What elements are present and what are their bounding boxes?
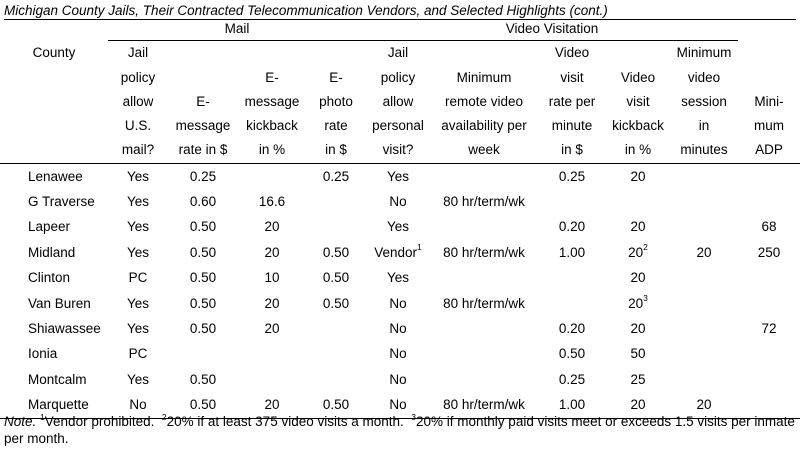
cell-vmin	[670, 189, 738, 214]
column-header-line: Video	[620, 69, 656, 85]
column-header-line: video	[687, 69, 721, 85]
cell-adp	[738, 341, 800, 366]
cell-value: 0.50	[189, 320, 217, 336]
cell-value: 0.50	[322, 244, 350, 260]
cell-value: 0.50	[322, 397, 350, 413]
column-header-line: Jail	[387, 45, 409, 61]
cell-value: 0.50	[189, 371, 217, 387]
cell-value: 0.50	[189, 244, 217, 260]
cell-ekick	[238, 265, 306, 290]
cell-ekick	[238, 189, 306, 214]
cell-adp	[738, 265, 800, 290]
cell-value: 20	[630, 270, 646, 286]
table-row	[0, 316, 800, 341]
group-mail: Mail	[108, 20, 366, 41]
table-row	[0, 265, 800, 290]
cell-value: Vendor	[374, 244, 418, 260]
cell-value: No	[389, 397, 407, 413]
cell-value: Lenawee	[28, 168, 83, 184]
table-row	[0, 163, 800, 189]
cell-avail	[430, 341, 538, 366]
column-header-line: Mini-	[754, 93, 784, 109]
note-label: Note.	[4, 414, 37, 429]
column-header-line: kickback	[612, 118, 664, 134]
cell-avail	[430, 316, 538, 341]
cell-value: 20	[264, 219, 280, 235]
cell-mail	[108, 316, 168, 341]
column-header-6	[430, 41, 538, 164]
cell-county	[0, 316, 108, 341]
cell-value: Marquette	[28, 397, 89, 413]
note-text-1: Vendor prohibited.	[44, 414, 155, 429]
cell-value: 50	[630, 346, 646, 362]
cell-vkick	[606, 341, 670, 366]
cell-value: Yes	[126, 320, 150, 336]
cell-value: 20	[264, 320, 280, 336]
cell-value: 0.50	[189, 397, 217, 413]
column-header-line: Minimum	[456, 69, 512, 85]
column-header-line: minutes	[680, 142, 728, 158]
cell-avail	[430, 367, 538, 392]
column-header-line: photo	[319, 93, 353, 109]
cell-value: 0.60	[189, 193, 217, 209]
cell-vmin	[670, 341, 738, 366]
column-header-line: personal	[372, 118, 424, 134]
cell-value: 20	[628, 295, 644, 311]
table-row	[0, 189, 800, 214]
cell-value: 16.6	[258, 193, 286, 209]
cell-value: 68	[761, 219, 777, 235]
cell-mail	[108, 367, 168, 392]
cell-ekick	[238, 214, 306, 239]
cell-value: Yes	[126, 295, 150, 311]
column-header-line: mum	[754, 118, 785, 134]
cell-visit	[366, 291, 430, 316]
cell-county	[0, 240, 108, 265]
cell-visit	[366, 316, 430, 341]
cell-value: 0.50	[189, 295, 217, 311]
cell-adp	[738, 291, 800, 316]
cell-ekick	[238, 240, 306, 265]
column-header-line: County	[32, 44, 76, 60]
cell-avail	[430, 291, 538, 316]
cell-adp	[738, 163, 800, 189]
cell-erate	[168, 214, 238, 239]
cell-ephoto	[306, 214, 366, 239]
table-caption: Michigan County Jails, Their Contracted Telecommunication Vendors, and Selected Highlights (cont.)	[4, 3, 796, 20]
cell-visit	[366, 265, 430, 290]
cell-adp	[738, 214, 800, 239]
column-header-line: in %	[624, 142, 652, 158]
cell-value: Ionia	[28, 346, 58, 362]
cell-value: 1.00	[558, 244, 586, 260]
cell-value: 0.20	[558, 320, 586, 336]
cell-value: 20	[630, 219, 646, 235]
cell-value: No	[389, 346, 407, 362]
footnote-marker: 1	[417, 242, 422, 253]
cell-value: 10	[264, 270, 280, 286]
cell-value: 0.25	[558, 168, 586, 184]
cell-value: PC	[128, 270, 148, 286]
cell-value: Van Buren	[28, 295, 91, 311]
column-header-line: policy	[120, 69, 156, 85]
cell-value: Shiawassee	[28, 320, 101, 336]
cell-mail	[108, 214, 168, 239]
column-header-line: message	[244, 93, 300, 109]
table-note	[4, 411, 796, 447]
cell-vkick	[606, 189, 670, 214]
cell-erate	[168, 316, 238, 341]
column-header-line: allow	[122, 93, 154, 109]
cell-adp	[738, 316, 800, 341]
cell-value: 20	[628, 244, 644, 260]
cell-vkick	[606, 163, 670, 189]
column-header-line: message	[175, 118, 231, 134]
cell-value: 20	[630, 168, 646, 184]
cell-value: 0.50	[189, 270, 217, 286]
cell-county	[0, 367, 108, 392]
cell-value: 250	[757, 244, 781, 260]
cell-value: No	[389, 193, 407, 209]
column-header-line: in $	[561, 142, 583, 158]
cell-ephoto	[306, 240, 366, 265]
cell-visit	[366, 189, 430, 214]
column-header-8	[606, 41, 670, 164]
column-header-line: availability per	[441, 118, 527, 134]
cell-value: No	[129, 397, 147, 413]
table-row	[0, 291, 800, 316]
column-header-1	[108, 41, 168, 164]
cell-vkick	[606, 240, 670, 265]
column-header-line: in %	[258, 142, 286, 158]
cell-vkick	[606, 367, 670, 392]
column-header-line: visit	[560, 69, 584, 85]
cell-value: Yes	[126, 168, 150, 184]
cell-vmin	[670, 163, 738, 189]
note-sup-2: 2	[161, 411, 167, 422]
note-text-3: 20% if monthly paid visits meet or exceeds 1.5 visits per inmate per month.	[4, 414, 795, 446]
cell-avail	[430, 265, 538, 290]
column-header-line: E-	[196, 93, 210, 109]
cell-value: Clinton	[28, 270, 71, 286]
column-header-line: in	[698, 118, 710, 134]
cell-erate	[168, 265, 238, 290]
column-header-line: policy	[380, 69, 416, 85]
cell-county	[0, 341, 108, 366]
table-row	[0, 341, 800, 366]
cell-value: 80 hr/term/wk	[443, 244, 525, 260]
cell-ekick	[238, 341, 306, 366]
footnote-marker: 2	[643, 242, 648, 253]
cell-vrate	[538, 316, 606, 341]
column-header-3	[238, 41, 306, 164]
cell-county	[0, 163, 108, 189]
cell-ekick	[238, 163, 306, 189]
cell-county	[0, 291, 108, 316]
cell-ephoto	[306, 316, 366, 341]
cell-value: 0.50	[189, 219, 217, 235]
cell-value: 0.25	[322, 168, 350, 184]
column-header-line: visit?	[382, 142, 414, 158]
cell-value: No	[389, 295, 407, 311]
column-header-line: Minimum	[676, 45, 732, 61]
table-body	[0, 163, 800, 418]
cell-value: 20	[264, 397, 280, 413]
cell-vrate	[538, 367, 606, 392]
cell-ephoto	[306, 265, 366, 290]
column-header-line: rate per	[548, 93, 596, 109]
column-header-line: mail?	[121, 142, 155, 158]
column-header-line: in $	[325, 142, 347, 158]
cell-vmin	[670, 291, 738, 316]
cell-visit	[366, 367, 430, 392]
cell-value: 0.25	[189, 168, 217, 184]
cell-value: 0.50	[322, 270, 350, 286]
column-header-7	[538, 41, 606, 164]
cell-value: 20	[696, 244, 712, 260]
cell-avail	[430, 163, 538, 189]
note-sup-1: 1	[40, 411, 45, 422]
cell-vrate	[538, 341, 606, 366]
cell-value: 80 hr/term/wk	[443, 397, 525, 413]
cell-vrate	[538, 291, 606, 316]
cell-value: Yes	[387, 168, 410, 184]
cell-mail	[108, 163, 168, 189]
cell-value: 20	[630, 397, 646, 413]
cell-adp	[738, 367, 800, 392]
cell-value: 80 hr/term/wk	[443, 193, 525, 209]
cell-vrate	[538, 265, 606, 290]
cell-ephoto	[306, 163, 366, 189]
column-header-0	[0, 41, 108, 164]
cell-adp	[738, 189, 800, 214]
cell-value: G Traverse	[28, 193, 95, 209]
column-header-line: minute	[551, 118, 593, 134]
cell-value: 20	[630, 320, 646, 336]
cell-value: Yes	[126, 193, 150, 209]
cell-vkick	[606, 316, 670, 341]
cell-value: 80 hr/term/wk	[443, 295, 525, 311]
cell-vrate	[538, 163, 606, 189]
cell-value: 20	[264, 244, 280, 260]
cell-visit	[366, 240, 430, 265]
cell-erate	[168, 163, 238, 189]
column-header-line: rate	[324, 118, 348, 134]
cell-vrate	[538, 189, 606, 214]
table-row	[0, 214, 800, 239]
column-header-5	[366, 41, 430, 164]
cell-mail	[108, 291, 168, 316]
cell-avail	[430, 189, 538, 214]
cell-mail	[108, 341, 168, 366]
cell-erate	[168, 367, 238, 392]
jail-vendor-table	[0, 20, 800, 419]
column-header-line: kickback	[246, 118, 298, 134]
cell-value: 1.00	[558, 397, 586, 413]
cell-ephoto	[306, 189, 366, 214]
column-header-line: Jail	[127, 45, 149, 61]
group-header-row	[0, 20, 800, 41]
cell-value: Yes	[126, 219, 150, 235]
table-row	[0, 367, 800, 392]
cell-ekick	[238, 291, 306, 316]
column-header-line: remote video	[444, 93, 524, 109]
cell-value: 72	[761, 320, 777, 336]
cell-value: Midland	[28, 244, 76, 260]
cell-county	[0, 189, 108, 214]
column-header-line: E-	[265, 69, 279, 85]
cell-value: Montcalm	[28, 371, 87, 387]
column-header-2	[168, 41, 238, 164]
note-text-2: 20% if at least 375 video visits a month.	[166, 414, 404, 429]
column-header-line: E-	[329, 69, 343, 85]
cell-value: 0.25	[558, 371, 586, 387]
cell-avail	[430, 240, 538, 265]
cell-vmin	[670, 316, 738, 341]
column-header-line: week	[468, 142, 500, 158]
cell-value: Yes	[387, 270, 410, 286]
cell-avail	[430, 214, 538, 239]
cell-value: Yes	[126, 371, 150, 387]
cell-value: PC	[128, 346, 148, 362]
cell-value: 0.20	[558, 219, 586, 235]
cell-vmin	[670, 240, 738, 265]
column-header-line: U.S.	[124, 118, 152, 134]
group-video-visitation: Video Visitation	[366, 20, 738, 41]
cell-value: No	[389, 371, 407, 387]
cell-ephoto	[306, 291, 366, 316]
cell-value: 25	[630, 371, 646, 387]
cell-ephoto	[306, 341, 366, 366]
cell-value: Lapeer	[28, 219, 71, 235]
cell-vkick	[606, 291, 670, 316]
column-header-row	[0, 41, 800, 164]
column-header-line: session	[681, 93, 727, 109]
column-header-9	[670, 41, 738, 164]
footnote-marker: 3	[643, 293, 648, 304]
cell-ekick	[238, 316, 306, 341]
column-header-line: allow	[382, 93, 414, 109]
cell-erate	[168, 189, 238, 214]
cell-mail	[108, 189, 168, 214]
cell-vmin	[670, 367, 738, 392]
cell-county	[0, 214, 108, 239]
cell-adp	[738, 240, 800, 265]
cell-erate	[168, 341, 238, 366]
cell-vmin	[670, 214, 738, 239]
cell-ephoto	[306, 367, 366, 392]
cell-value: 20	[696, 397, 712, 413]
cell-mail	[108, 265, 168, 290]
table-row	[0, 240, 800, 265]
cell-vkick	[606, 214, 670, 239]
cell-erate	[168, 291, 238, 316]
cell-ekick	[238, 367, 306, 392]
cell-value: No	[389, 320, 407, 336]
cell-vkick	[606, 265, 670, 290]
column-header-line: rate in $	[178, 142, 228, 158]
cell-value: 0.50	[322, 295, 350, 311]
cell-vrate	[538, 214, 606, 239]
column-header-line: ADP	[755, 142, 783, 158]
cell-visit	[366, 341, 430, 366]
column-header-10	[738, 41, 800, 164]
cell-value: 20	[264, 295, 280, 311]
column-header-4	[306, 41, 366, 164]
cell-value: Yes	[387, 219, 410, 235]
column-header-line: Video	[554, 45, 590, 61]
cell-mail	[108, 240, 168, 265]
cell-vmin	[670, 265, 738, 290]
cell-visit	[366, 163, 430, 189]
cell-erate	[168, 240, 238, 265]
cell-county	[0, 265, 108, 290]
cell-value: 0.50	[558, 346, 586, 362]
note-sup-3: 3	[411, 411, 417, 422]
cell-value: Yes	[126, 244, 150, 260]
column-header-line: visit	[626, 93, 650, 109]
cell-vrate	[538, 240, 606, 265]
cell-visit	[366, 214, 430, 239]
